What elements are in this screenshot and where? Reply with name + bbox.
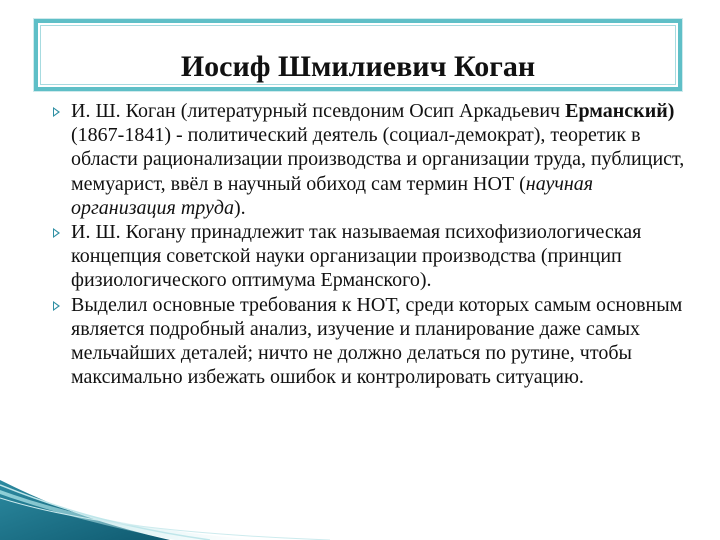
bullet-1-part-1: И. Ш. Коган (литературный псевдоним Осип Аркадьевич xyxy=(71,100,566,122)
bullet-text-3: Выделил основные требования к НОТ, среди которых самым основным является подробный анализ, изучение и планирование даже самых мельчайших деталей; ничто не должно делаться по рутине, чтобы максимально избежать ошибок и контролировать ситуацию. xyxy=(71,293,683,389)
bullet-item-1 xyxy=(52,99,692,220)
bullet-1-part-2: Ерманский) xyxy=(565,100,675,122)
triangle-bullet-icon xyxy=(53,228,60,238)
bullet-item-3 xyxy=(52,293,692,390)
bullet-item-2 xyxy=(52,220,692,293)
bullet-text-2: И. Ш. Когану принадлежит так называемая психофизиологическая концепция советской науки организации производства (принцип физиологического оптимума Ерманского). xyxy=(71,221,642,292)
bullet-1-part-3: (1867-1841) - политический деятель (социал-демократ), теоретик в области рационализации производства и организации труда, публицист, мемуарист, ввёл в научный обиход сам термин НОТ ( xyxy=(71,124,685,195)
slide-title: Иосиф Шмилиевич Коган xyxy=(180,50,536,83)
triangle-bullet-icon xyxy=(53,301,60,311)
bullet-text-1 xyxy=(71,99,692,220)
bullet-1-part-5: ). xyxy=(233,196,246,219)
triangle-bullet-icon xyxy=(53,107,60,117)
decorative-corner-waves xyxy=(0,450,720,540)
title-box xyxy=(34,19,682,91)
bullet-list xyxy=(52,99,692,389)
bullet-1-part-4: научная организация труда xyxy=(71,172,594,219)
